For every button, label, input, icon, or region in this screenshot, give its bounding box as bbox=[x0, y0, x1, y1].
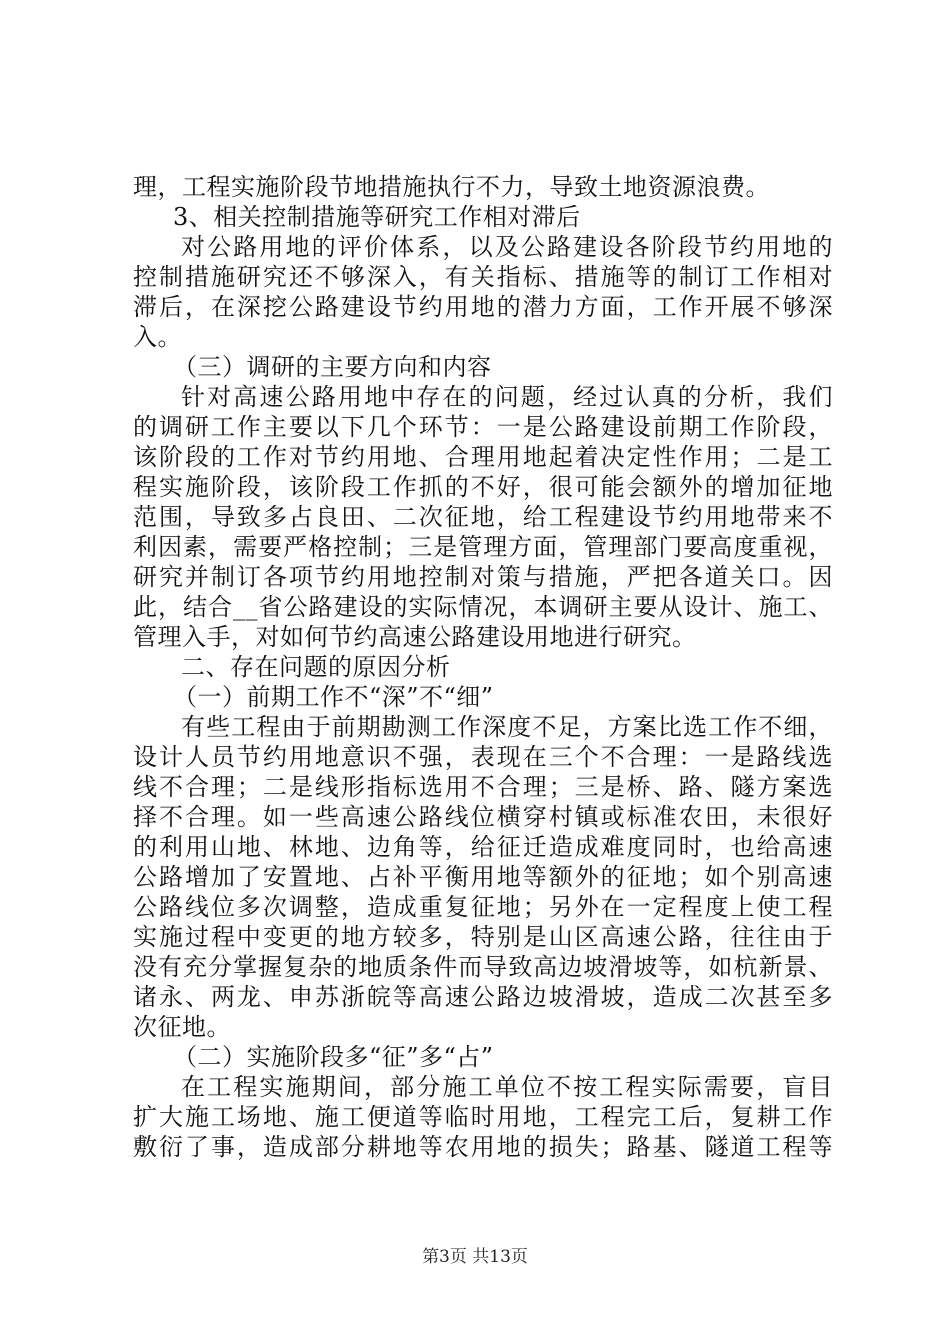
page-footer bbox=[0, 1242, 950, 1267]
text-line: 理，工程实施阶段节地措施执行不力，导致土地资源浪费。 bbox=[133, 173, 770, 201]
text-line: 研究并制订各项节约用地控制对策与措施，严把各道关口。因 bbox=[133, 563, 833, 591]
text-line: 公路增加了安置地、占补平衡用地等额外的征地；如个别高速 bbox=[133, 863, 833, 891]
text-line: 次征地。 bbox=[133, 1013, 231, 1041]
text-line: 敷衍了事，造成部分耕地等农用地的损失；路基、隧道工程等 bbox=[133, 1133, 833, 1161]
text-line: 滞后，在深挖公路建设节约用地的潜力方面，工作开展不够深 bbox=[133, 293, 833, 321]
text-line: 公路线位多次调整，造成重复征地；另外在一定程度上使工程 bbox=[133, 893, 833, 921]
text-line: 扩大施工场地、施工便道等临时用地，工程完工后，复耕工作 bbox=[133, 1103, 833, 1131]
text-line: 控制措施研究还不够深入，有关指标、措施等的制订工作相对 bbox=[133, 263, 833, 291]
text-line: 3、相关控制措施等研究工作相对滞后 bbox=[173, 203, 581, 231]
text-line: 该阶段的工作对节约用地、合理用地起着决定性作用；二是工 bbox=[133, 443, 833, 471]
text-line: 利因素，需要严格控制；三是管理方面，管理部门要高度重视， bbox=[133, 533, 833, 561]
text-line: 的调研工作主要以下几个环节：一是公路建设前期工作阶段， bbox=[133, 413, 833, 441]
text-line: （二）实施阶段多“征”多“占” bbox=[173, 1043, 494, 1071]
text-line: （三）调研的主要方向和内容 bbox=[173, 353, 492, 381]
text-line: 范围，导致多占良田、二次征地，给工程建设节约用地带来不 bbox=[133, 503, 833, 531]
text-line: 有些工程由于前期勘测工作深度不足，方案比选工作不细， bbox=[181, 713, 833, 741]
text-line: 入。 bbox=[133, 323, 182, 351]
text-line: 线不合理；二是线形指标选用不合理；三是桥、路、隧方案选 bbox=[133, 773, 833, 801]
text-line: 诸永、两龙、申苏浙皖等高速公路边坡滑坡，造成二次甚至多 bbox=[133, 983, 833, 1011]
document-body bbox=[133, 172, 833, 1162]
text-line: 管理入手，对如何节约高速公路建设用地进行研究。 bbox=[133, 623, 697, 651]
text-line: 择不合理。如一些高速公路线位横穿村镇或标准农田，未很好 bbox=[133, 803, 833, 831]
text-line: 程实施阶段，该阶段工作抓的不好，很可能会额外的增加征地 bbox=[133, 473, 833, 501]
text-line: 实施过程中变更的地方较多，特别是山区高速公路，往往由于 bbox=[133, 923, 833, 951]
text-line: 在工程实施期间，部分施工单位不按工程实际需要，盲目 bbox=[181, 1073, 833, 1101]
text-line: 二、存在问题的原因分析 bbox=[181, 653, 451, 681]
text-line: 的利用山地、林地、边角等，给征迁造成难度同时，也给高速 bbox=[133, 833, 833, 861]
text-line: 此，结合__省公路建设的实际情况，本调研主要从设计、施工、 bbox=[133, 593, 833, 621]
text-line: 对公路用地的评价体系，以及公路建设各阶段节约用地的 bbox=[181, 233, 833, 261]
text-line: （一）前期工作不“深”不“细” bbox=[173, 683, 494, 711]
text-line: 针对高速公路用地中存在的问题，经过认真的分析，我们 bbox=[181, 383, 833, 411]
text-line: 设计人员节约用地意识不强，表现在三个不合理：一是路线选 bbox=[133, 743, 833, 771]
text-line: 没有充分掌握复杂的地质条件而导致高边坡滑坡等，如杭新景、 bbox=[133, 953, 833, 981]
page-number-text: 第3页 共13页 bbox=[422, 1247, 528, 1267]
